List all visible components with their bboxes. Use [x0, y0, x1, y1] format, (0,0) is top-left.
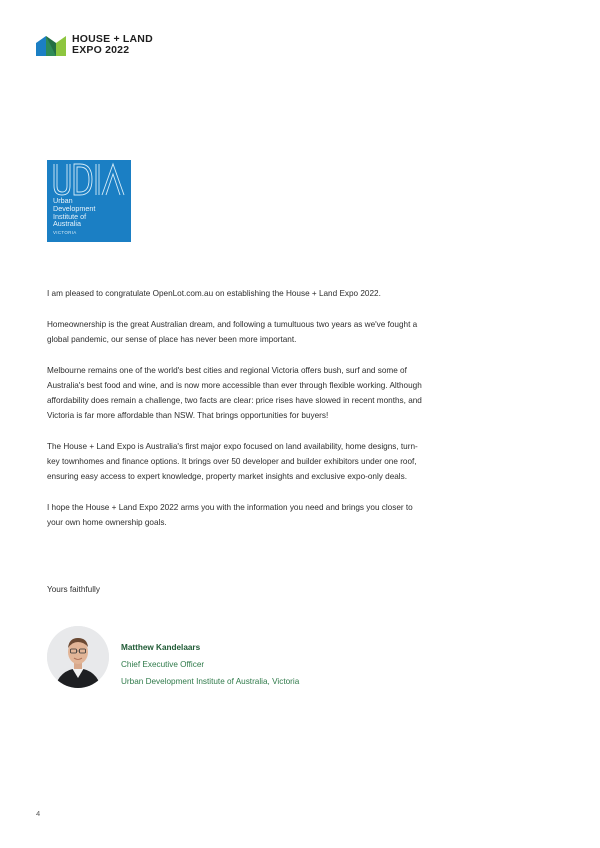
letter-body	[47, 286, 427, 546]
udia-logo	[47, 160, 131, 242]
logo-line-2: EXPO 2022	[72, 44, 130, 56]
paragraph: The House + Land Expo is Australia's first major expo focused on land availability, home designs, turn-key townhomes and finance options. It brings over 50 developer and builder exhibitors under one roof, ensuring easy access to expert knowledge, property market insights and exclusive expo-only deals.	[47, 442, 418, 481]
paragraph: I am pleased to congratulate OpenLot.com.au on establishing the House + Land Expo 2022.	[47, 289, 381, 298]
page-number: 4	[36, 809, 41, 818]
signatory-name: Matthew Kandelaars	[121, 643, 201, 652]
signatory-title: Chief Executive Officer	[121, 660, 205, 669]
udia-line-3: Institute of	[53, 211, 87, 221]
avatar	[47, 626, 109, 688]
paragraph: Homeownership is the great Australian dream, and following a tumultuous two years as we've fought a global pandemic, our sense of place has never been more important.	[47, 320, 418, 344]
house-land-expo-logo	[36, 34, 153, 56]
udia-line-4: Australia	[53, 219, 81, 229]
portrait-photo	[47, 626, 109, 688]
udia-line-2: Development	[53, 203, 96, 213]
house-land-logo-icon	[36, 34, 66, 56]
signatory-organisation: Urban Development Institute of Australia, Victoria	[121, 677, 300, 686]
logo-line-1: HOUSE + LAND	[72, 33, 153, 45]
closing-line: Yours faithfully	[47, 585, 100, 594]
udia-subtitle: VICTORIA	[53, 230, 77, 236]
udia-line-1: Urban	[53, 196, 73, 205]
paragraph: Melbourne remains one of the world's best cities and regional Victoria offers bush, surf and some of Australia's best food and wine, and is now more accessible than ever through flexible working. Although affordability does remain a challenge, two facts are clear: price rises have slowed in recent months, and Victoria is far more affordable than NSW. That brings opportunities for buyers!	[47, 366, 422, 420]
signature-block	[121, 639, 299, 690]
paragraph: I hope the House + Land Expo 2022 arms you with the information you need and brings you closer to your own home ownership goals.	[47, 503, 413, 527]
udia-letters-mark	[51, 162, 127, 198]
